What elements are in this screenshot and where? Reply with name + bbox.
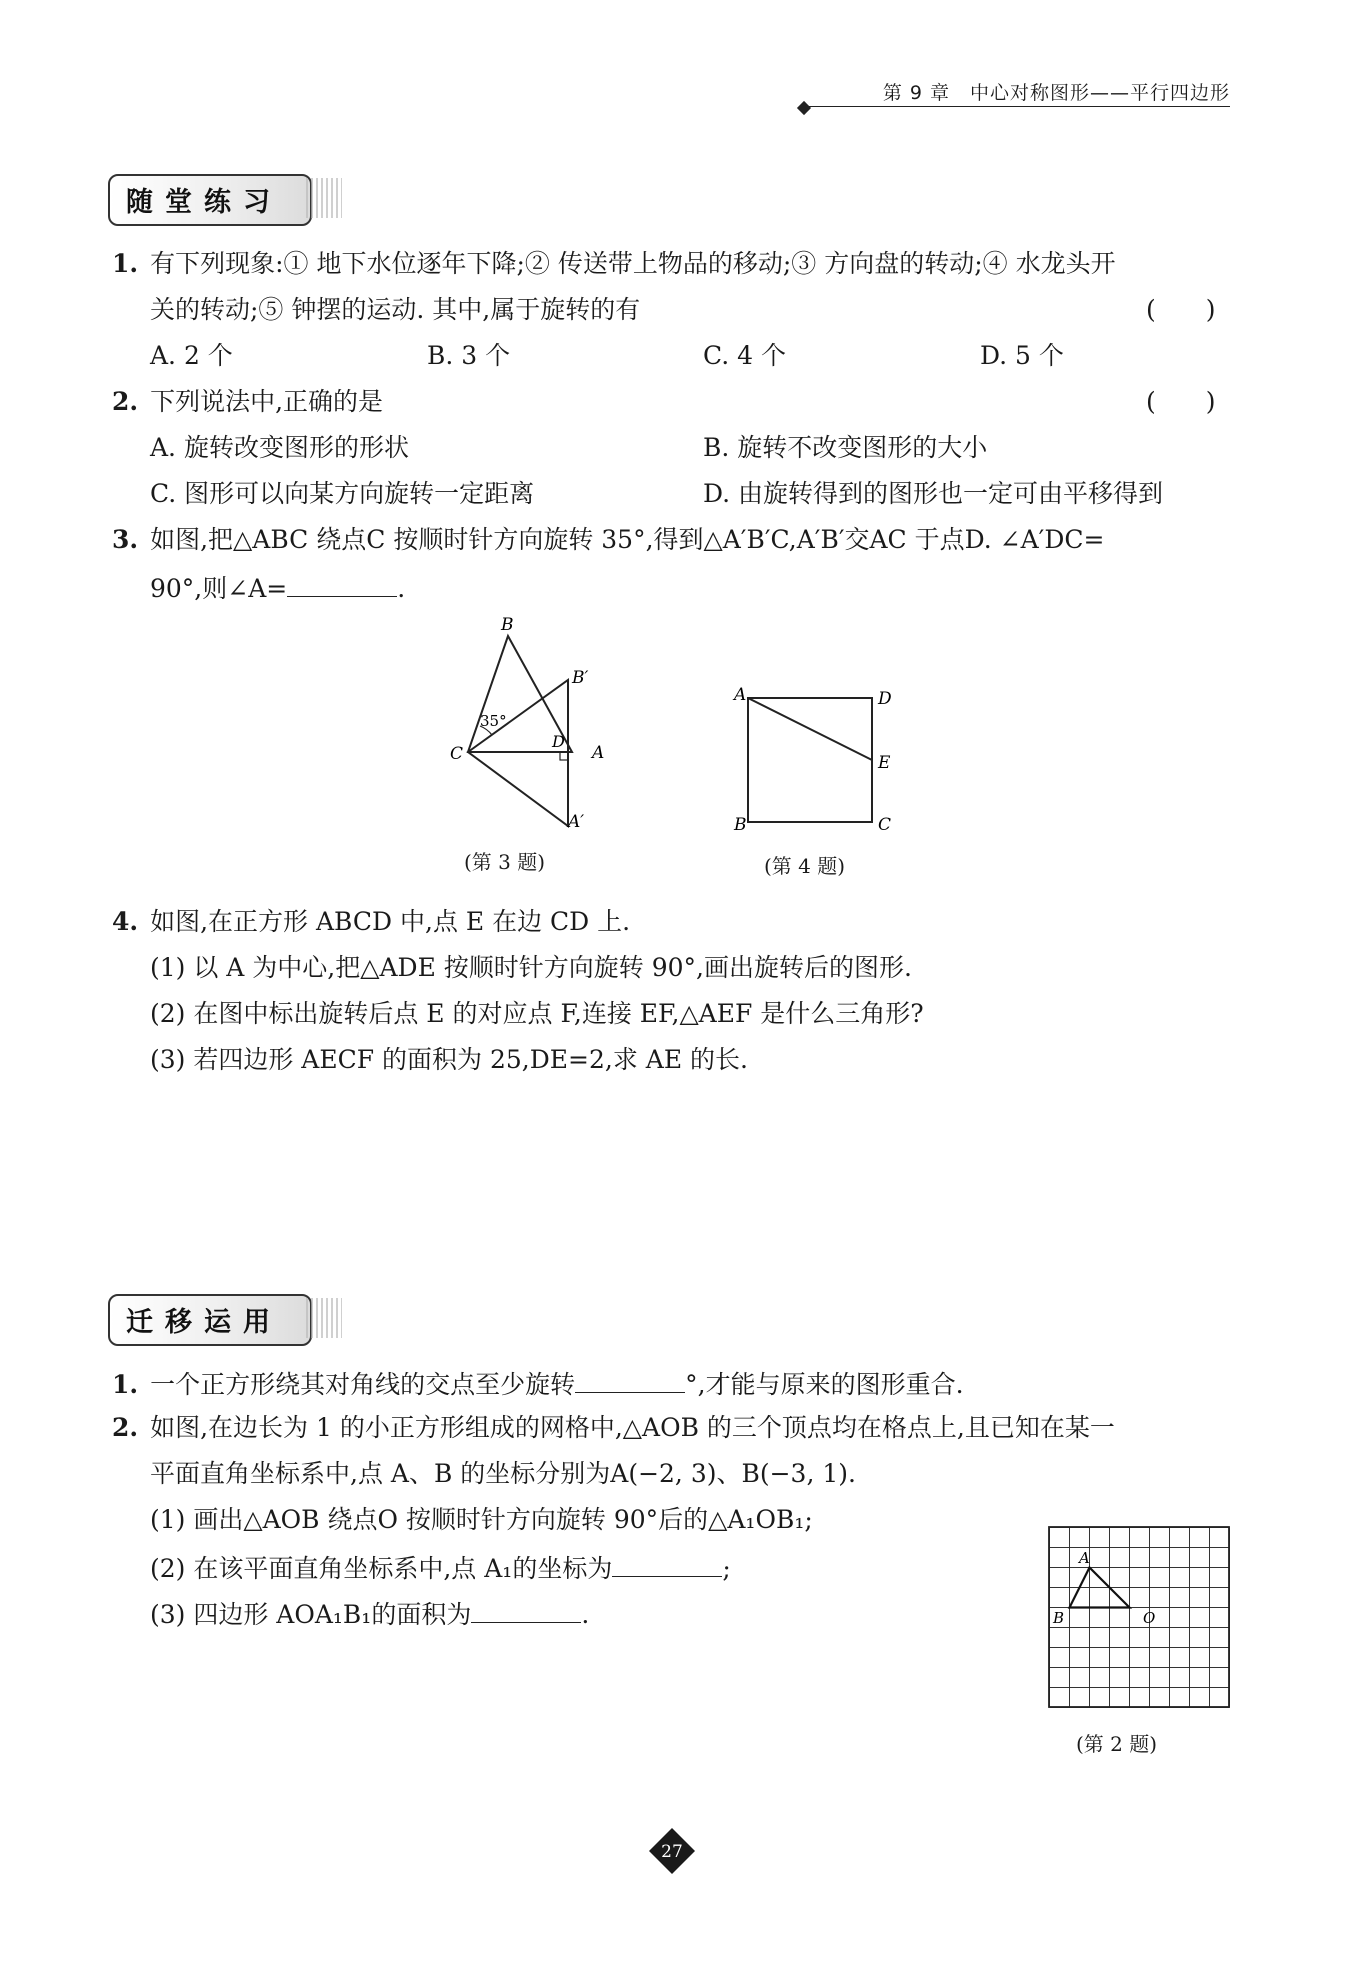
label-o: O: [1143, 1609, 1156, 1627]
option-d: D. 5 个: [980, 341, 1064, 370]
grid: [1050, 1528, 1230, 1708]
answer-blank[interactable]: [287, 570, 397, 597]
label-d: D: [878, 689, 892, 709]
question-text: 下列说法中,正确的是: [150, 387, 384, 416]
section-title: 迁移运用: [126, 1307, 282, 1338]
label-angle: 35°: [480, 712, 507, 730]
figure-3: [440, 610, 620, 850]
page-number: 27: [661, 1842, 683, 1862]
question-3-line2: 90°,则∠A= .: [150, 570, 405, 605]
question-text: 如图,把△ABC 绕点C 按顺时针方向旋转 35°,得到△A′B′C,A′B′交AC 于点D. ∠A′DC=: [150, 525, 1105, 554]
question-number: 2.: [112, 1413, 139, 1442]
option-a: A. 旋转改变图形的形状: [150, 433, 409, 462]
option-c: C. 4 个: [703, 341, 786, 370]
answer-blank[interactable]: [612, 1550, 722, 1577]
question-number: 2.: [112, 387, 139, 416]
section-title: 随堂练习: [126, 187, 282, 218]
figure-4: [720, 680, 910, 840]
question-1-line2: 关的转动;⑤ 钟摆的运动. 其中,属于旋转的有: [150, 295, 641, 324]
figure-grid: [1046, 1524, 1236, 1714]
page-number-badge: [647, 1826, 697, 1876]
question-4-sub1: (1) 以 A 为中心,把△ADE 按顺时针方向旋转 90°,画出旋转后的图形.: [150, 953, 912, 982]
question-number: 3.: [112, 525, 139, 554]
option-a: A. 2 个: [150, 341, 233, 370]
label-a: A: [592, 743, 605, 763]
label-ap: A′: [568, 812, 585, 832]
question-text: 有下列现象:① 地下水位逐年下降;② 传送带上物品的移动;③ 方向盘的转动;④ 水龙头开: [150, 249, 1116, 278]
option-d: D. 由旋转得到的图形也一定可由平移得到: [703, 479, 1164, 508]
label-a: A: [1079, 1549, 1090, 1567]
question-3: [112, 524, 1104, 556]
figure-grid-caption: (第 2 题): [1076, 1732, 1158, 1756]
diamond-icon: [797, 101, 811, 115]
option-b: B. 3 个: [427, 341, 511, 370]
answer-paren: ( ): [1146, 387, 1216, 416]
question-2-2-sub3: (3) 四边形 AOA₁B₁的面积为 .: [150, 1596, 589, 1631]
label-b: B: [734, 815, 747, 835]
option-c: C. 图形可以向某方向旋转一定距离: [150, 479, 535, 508]
question-4-sub2: (2) 在图中标出旋转后点 E 的对应点 F,连接 EF,△AEF 是什么三角形?: [150, 999, 924, 1028]
question-4: [112, 906, 630, 938]
question-2-2: [112, 1412, 1115, 1444]
question-number: 4.: [112, 907, 139, 936]
label-c: C: [878, 815, 892, 835]
figure-4-caption: (第 4 题): [764, 854, 846, 878]
square-abcd: [748, 698, 872, 822]
label-b: B: [501, 615, 514, 635]
chapter-header: [808, 78, 1230, 107]
question-text: 如图,在正方形 ABCD 中,点 E 在边 CD 上.: [150, 907, 631, 936]
question-2-2-line2: 平面直角坐标系中,点 A、B 的坐标分别为A(−2, 3)、B(−3, 1).: [150, 1459, 856, 1488]
chapter-title: 第 9 章 中心对称图形——平行四边形: [882, 82, 1230, 104]
label-c: C: [450, 744, 464, 764]
question-1: [112, 248, 1116, 280]
question-2-2-sub2: (2) 在该平面直角坐标系中,点 A₁的坐标为 ;: [150, 1550, 731, 1585]
question-number: 1.: [112, 249, 139, 278]
question-text: 如图,在边长为 1 的小正方形组成的网格中,△AOB 的三个顶点均在格点上,且已知在某一: [150, 1413, 1115, 1442]
label-a: A: [734, 685, 747, 705]
label-d: D: [552, 732, 565, 751]
right-angle-mark: [560, 752, 568, 760]
label-bp: B′: [572, 668, 589, 688]
section-banner-practice: [108, 174, 328, 224]
grid-border: [1049, 1527, 1229, 1707]
label-e: E: [878, 753, 891, 773]
question-4-sub3: (3) 若四边形 AECF 的面积为 25,DE=2,求 AE 的长.: [150, 1045, 748, 1074]
answer-blank[interactable]: [471, 1596, 581, 1623]
section-banner-application: [108, 1294, 328, 1344]
question-2-1: 1. 一个正方形绕其对角线的交点至少旋转 °,才能与原来的图形重合.: [112, 1366, 964, 1401]
question-number: 1.: [112, 1370, 139, 1399]
question-2-2-sub1: (1) 画出△AOB 绕点O 按顺时针方向旋转 90°后的△A₁OB₁;: [150, 1505, 813, 1534]
label-b: B: [1053, 1609, 1065, 1627]
segment-ae: [748, 698, 872, 760]
figure-3-caption: (第 3 题): [464, 850, 546, 874]
answer-blank[interactable]: [575, 1366, 685, 1393]
question-2: [112, 386, 383, 418]
option-b: B. 旋转不改变图形的大小: [703, 433, 988, 462]
answer-paren: ( ): [1146, 295, 1216, 324]
